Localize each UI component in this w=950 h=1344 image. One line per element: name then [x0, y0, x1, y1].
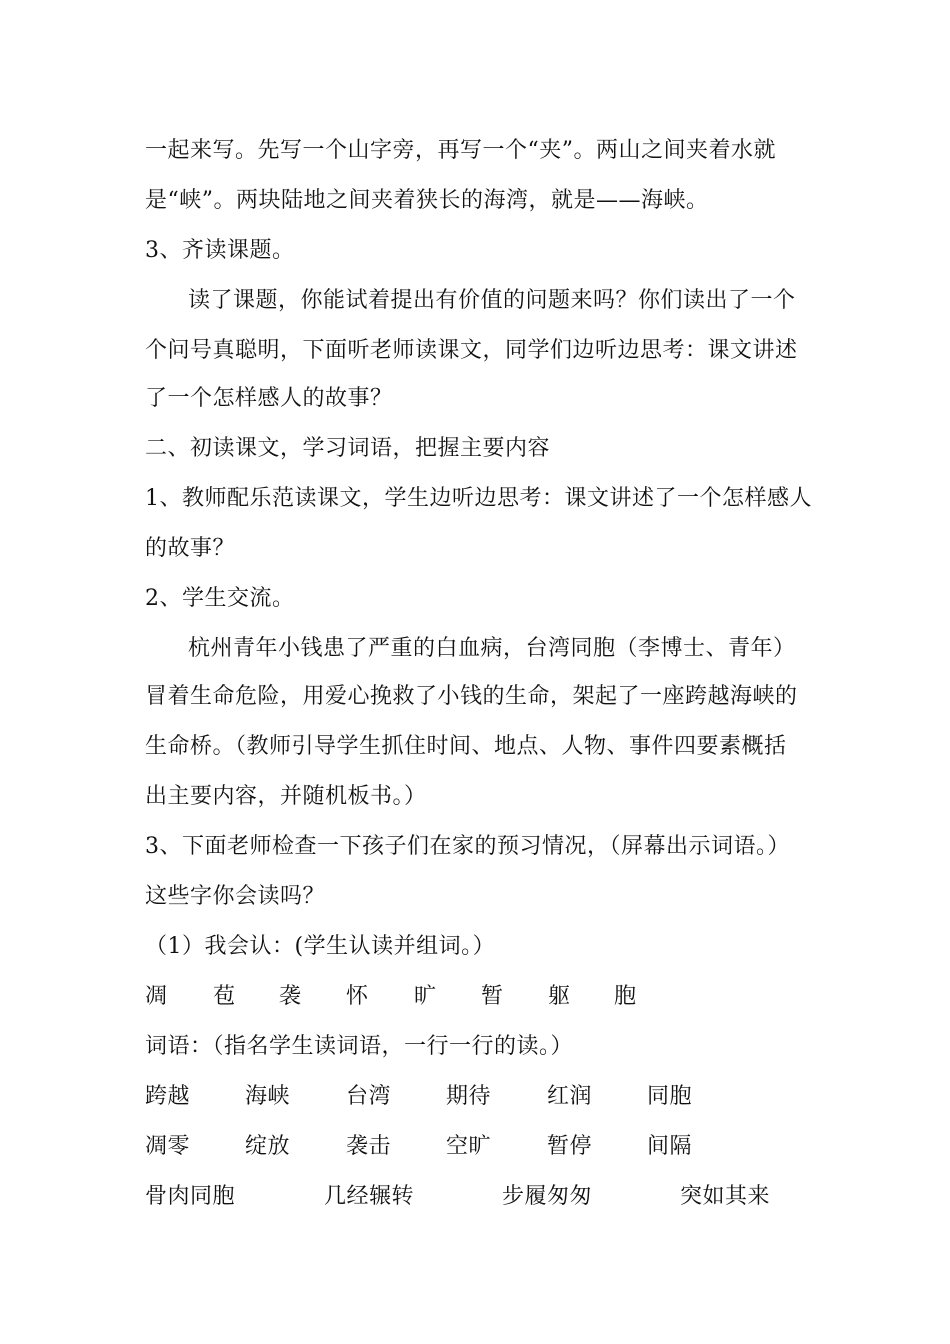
paragraph-line: 是“峡”。两块陆地之间夹着狭长的海湾，就是——海峡。 — [145, 188, 709, 213]
numbered-step: 2、学生交流。 — [145, 586, 295, 611]
character: 凋 — [145, 984, 168, 1009]
word: 海峡 — [245, 1084, 291, 1109]
sub-step: （1）我会认：(学生认读并组词。） — [145, 934, 496, 959]
numbered-step: 3、下面老师检查一下孩子们在家的预习情况，（屏幕出示词语。） — [145, 834, 790, 859]
character: 旷 — [414, 984, 437, 1009]
paragraph-line: 出主要内容，并随机板书。） — [145, 784, 427, 809]
numbered-step: 3、齐读课题。 — [145, 238, 295, 263]
words-label: 词语：（指名学生读词语，一行一行的读。） — [145, 1034, 574, 1059]
word: 期待 — [446, 1084, 492, 1109]
word: 红润 — [547, 1084, 593, 1109]
word: 跨越 — [145, 1084, 191, 1109]
paragraph-line: 的故事？ — [145, 536, 236, 561]
word: 绽放 — [245, 1134, 291, 1159]
section-heading: 二、初读课文，学习词语，把握主要内容 — [145, 436, 551, 461]
idiom: 几经辗转 — [324, 1184, 415, 1209]
paragraph-line: 了一个怎样感人的故事？ — [145, 386, 393, 411]
paragraph-line: 杭州青年小钱患了严重的白血病，台湾同胞（李博士、青年） — [188, 636, 796, 661]
paragraph-line: 一起来写。先写一个山字旁，再写一个“夹”。两山之间夹着水就 — [145, 138, 776, 163]
character: 苞 — [213, 984, 236, 1009]
numbered-step: 1、教师配乐范读课文，学生边听边思考：课文讲述了一个怎样感人 — [145, 486, 812, 511]
idiom: 突如其来 — [680, 1184, 771, 1209]
word: 台湾 — [346, 1084, 392, 1109]
idiom: 步履匆匆 — [502, 1184, 593, 1209]
word: 凋零 — [145, 1134, 191, 1159]
paragraph-line: 这些字你会读吗？ — [145, 884, 326, 909]
word: 袭击 — [346, 1134, 392, 1159]
character: 躯 — [548, 984, 571, 1009]
paragraph-line: 冒着生命危险，用爱心挽救了小钱的生命，架起了一座跨越海峡的 — [145, 684, 798, 709]
word: 暂停 — [547, 1134, 593, 1159]
word: 空旷 — [446, 1134, 492, 1159]
character: 怀 — [346, 984, 369, 1009]
paragraph-line: 个问号真聪明，下面听老师读课文，同学们边听边思考：课文讲述 — [145, 338, 798, 363]
word: 间隔 — [647, 1134, 693, 1159]
character: 胞 — [614, 984, 637, 1009]
character: 暂 — [481, 984, 504, 1009]
idiom: 骨肉同胞 — [145, 1184, 236, 1209]
paragraph-line: 读了课题，你能试着提出有价值的问题来吗？你们读出了一个 — [188, 288, 796, 313]
word: 同胞 — [647, 1084, 693, 1109]
paragraph-line: 生命桥。（教师引导学生抓住时间、地点、人物、事件四要素概括 — [145, 734, 787, 759]
character: 袭 — [279, 984, 302, 1009]
